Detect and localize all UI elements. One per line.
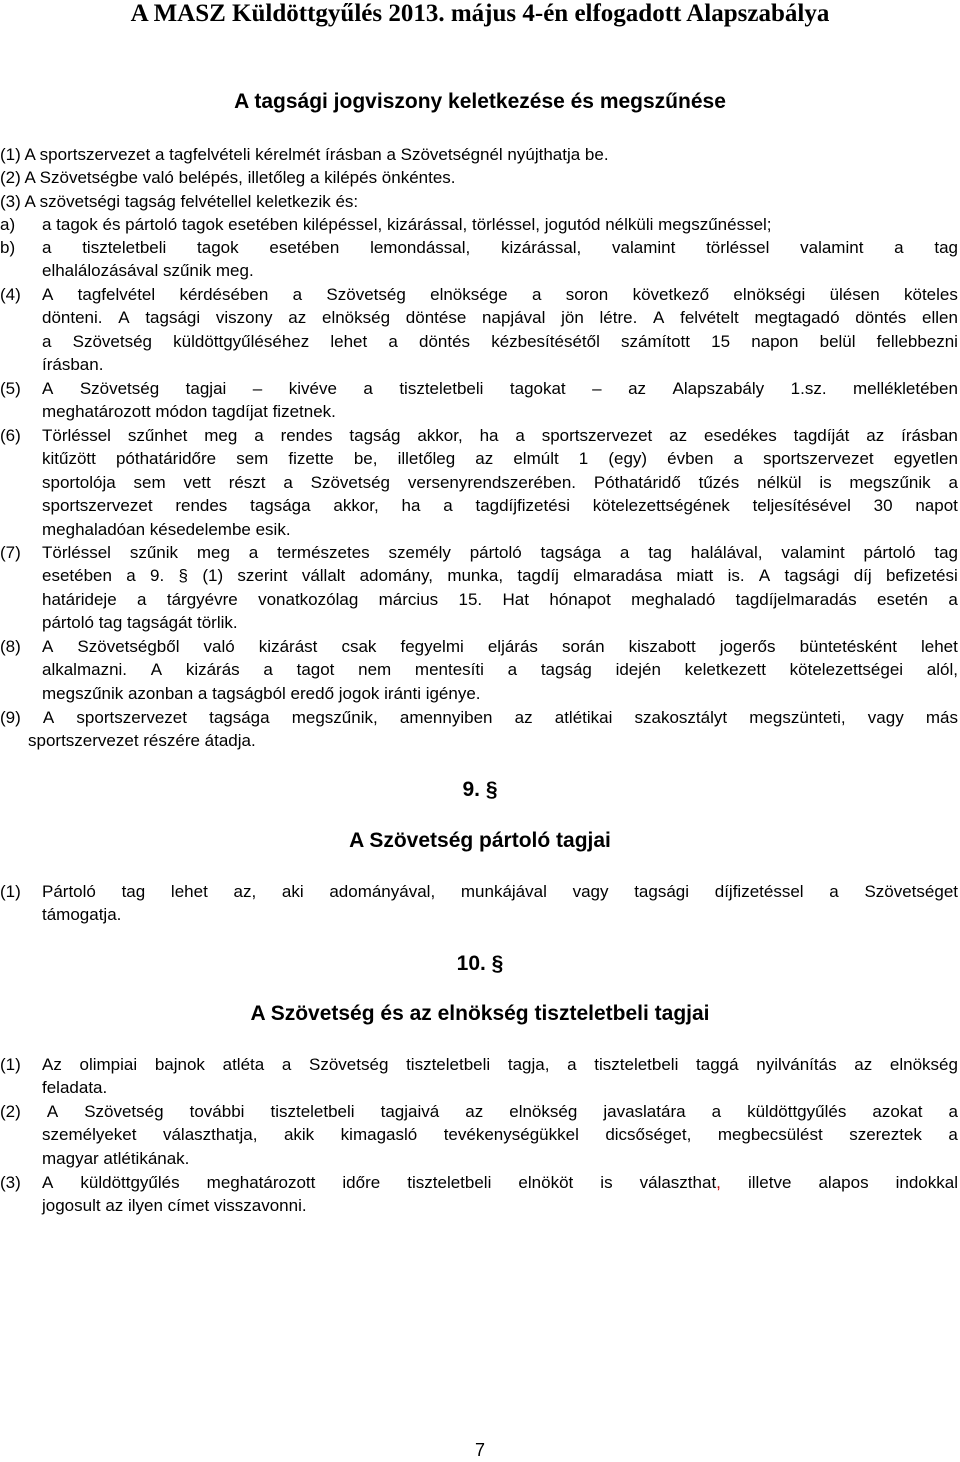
- para-4-number: (4): [0, 285, 21, 304]
- sec10-para-2-line3: magyar atlétikának.: [42, 1148, 190, 1168]
- sec9-para-1-line2: támogatja.: [42, 905, 122, 925]
- para-3-text: (3) A szövetségi tagság felvétellel keletkezik és:: [0, 191, 359, 211]
- list-label-a: a): [0, 215, 16, 234]
- sec10-para-1-line1: Az olimpiai bajnok atléta a Szövetség tiszteletbeli tagja, a tiszteletbeli taggá nyilvánítás az elnökség: [42, 1055, 958, 1074]
- para-6-line3: sportolója sem vett részt a Szövetség versenyrendszerében. Póthatáridő tűzés nélkül is megszűnik a: [42, 472, 958, 492]
- page-number: 7: [474, 1440, 485, 1460]
- para-2-text: (2) A Szövetségbe való belépés, illetőleg a kilépés önkéntes.: [0, 168, 456, 188]
- section-10-title: A Szövetség és az elnökség tiszteletbeli tagjai: [250, 1002, 710, 1025]
- para-4-line1: A tagfelvétel kérdésében a Szövetség elnöksége a soron következő elnökségi ülésen köteles: [42, 285, 958, 304]
- para-9-line2: sportszervezet részére átadja.: [28, 731, 256, 751]
- sec10-para-2-line2: személyeket választhatja, akik kimagasló tevékenységükkel dicsőséget, megbecsülést szereztek a: [42, 1125, 958, 1145]
- para-5-line1: A Szövetség tagjai – kivéve a tiszteletbeli tagokat – az Alapszabály 1.sz. mellékletében: [42, 379, 958, 398]
- section-9-number: 9. §: [462, 778, 498, 801]
- para-6-line1: Törléssel szűnhet meg a rendes tagság akkor, ha a sportszervezet az esedékes tagdíját az írásban: [42, 426, 958, 445]
- para-8-line3: megszűnik azonban a tagságból eredő jogok iránti igénye.: [42, 683, 481, 703]
- section-10-number: 10. §: [456, 952, 504, 975]
- sec10-para-3-line2: jogosult az ilyen címet visszavonni.: [42, 1196, 307, 1216]
- para-1-text: (1) A sportszervezet a tagfelvételi kérelmét írásban a Szövetségnél nyújthatja be.: [0, 145, 609, 164]
- para-6-number: (6): [0, 426, 21, 445]
- sec9-para-1-line1: Pártoló tag lehet az, aki adományával, munkájával vagy tagsági díjfizetéssel a Szövetséget: [42, 882, 958, 901]
- para-5-line2: meghatározott módon tagdíjat fizetnek.: [42, 402, 336, 422]
- para-3b-line1: a tiszteletbeli tagok esetében lemondással, kizárással, valamint törléssel valamint a tag: [42, 238, 958, 257]
- sec9-para-1-number: (1): [0, 882, 21, 901]
- document-header: A MASZ Küldöttgyűlés 2013. május 4-én elfogadott Alapszabálya: [130, 0, 830, 27]
- para-8-line1: A Szövetségből való kizárást csak fegyelmi eljárás során kiszabott jogerős büntetésként lehet: [42, 637, 958, 656]
- section-8-title: A tagsági jogviszony keletkezése és megszűnése: [234, 90, 726, 113]
- sec10-para-3-line1: A küldöttgyűlés meghatározott időre tiszteletbeli elnököt is választhat, illetve alapos indokkal: [42, 1173, 958, 1192]
- para-1: [0, 143, 960, 213]
- para-6-line5: meghaladóan késedelembe esik.: [42, 519, 291, 539]
- para-3a-text: a tagok és pártoló tagok esetében kilépéssel, kizárással, törléssel, jogutód nélküli megszűnéssel;: [42, 215, 772, 234]
- sec10-para-3-number: (3): [0, 1173, 21, 1192]
- red-comma: ,: [716, 1173, 721, 1192]
- sec10-para-1-number: (1): [0, 1055, 21, 1074]
- section-9-title: A Szövetség pártoló tagjai: [349, 829, 611, 852]
- para-6-line2: kitűzött póthatáridőre sem fizette be, illetőleg az elmúlt 1 (egy) évben a sportszervezet egyetlen: [42, 449, 958, 469]
- para-7-line1: Törléssel szűnik meg a természetes személy pártoló tagsága a tag halálával, valamint pártoló tag: [42, 543, 958, 562]
- para-7-number: (7): [0, 543, 21, 562]
- para-7-line4: pártoló tag tagságát törlik.: [42, 613, 238, 633]
- para-5-number: (5): [0, 379, 21, 398]
- para-7-line3: határideje a tárgyévre vonatkozólag március 15. Hat hónapot meghaladó tagdíjelmaradás esetén a: [42, 589, 958, 609]
- para-8-number: (8): [0, 637, 21, 656]
- para-9-line1: (9) A sportszervezet tagsága megszűnik, amennyiben az atlétikai szakosztályt megszünteti, vagy más: [0, 708, 958, 727]
- sec10-para-1-line2: feladata.: [42, 1078, 108, 1098]
- para-4-line4: írásban.: [42, 355, 104, 375]
- list-label-b: b): [0, 238, 16, 257]
- para-3b-line2: elhalálozásával szűnik meg.: [42, 261, 254, 281]
- para-8-line2: alkalmazni. A kizárás a tagot nem mentesíti a tagság idején keletkezett kötelezettségei alól,: [42, 660, 958, 680]
- para-6-line4: sportszervezet rendes tagsága akkor, ha a tagdíjfizetési kötelezettségének teljesítésével 30 napot: [42, 496, 958, 516]
- para-7-line2: esetében a 9. § (1) szerint vállalt adomány, munka, tagdíj elmaradása miatt is. A tagsági díj befizetési: [42, 566, 958, 586]
- sec10-para-2-line1: (2) A Szövetség további tiszteletbeli tagjaivá az elnökség javaslatára a küldöttgyűlés azokat a: [0, 1102, 958, 1121]
- para-4-line3: a Szövetség küldöttgyűléséhez lehet a döntés kézbesítésétől számított 15 napon belül fellebbezni: [42, 331, 958, 351]
- para-4-line2: dönteni. A tagsági viszony az elnökség döntése napjával jön létre. A felvételt megtagadó döntés ellen: [42, 308, 958, 328]
